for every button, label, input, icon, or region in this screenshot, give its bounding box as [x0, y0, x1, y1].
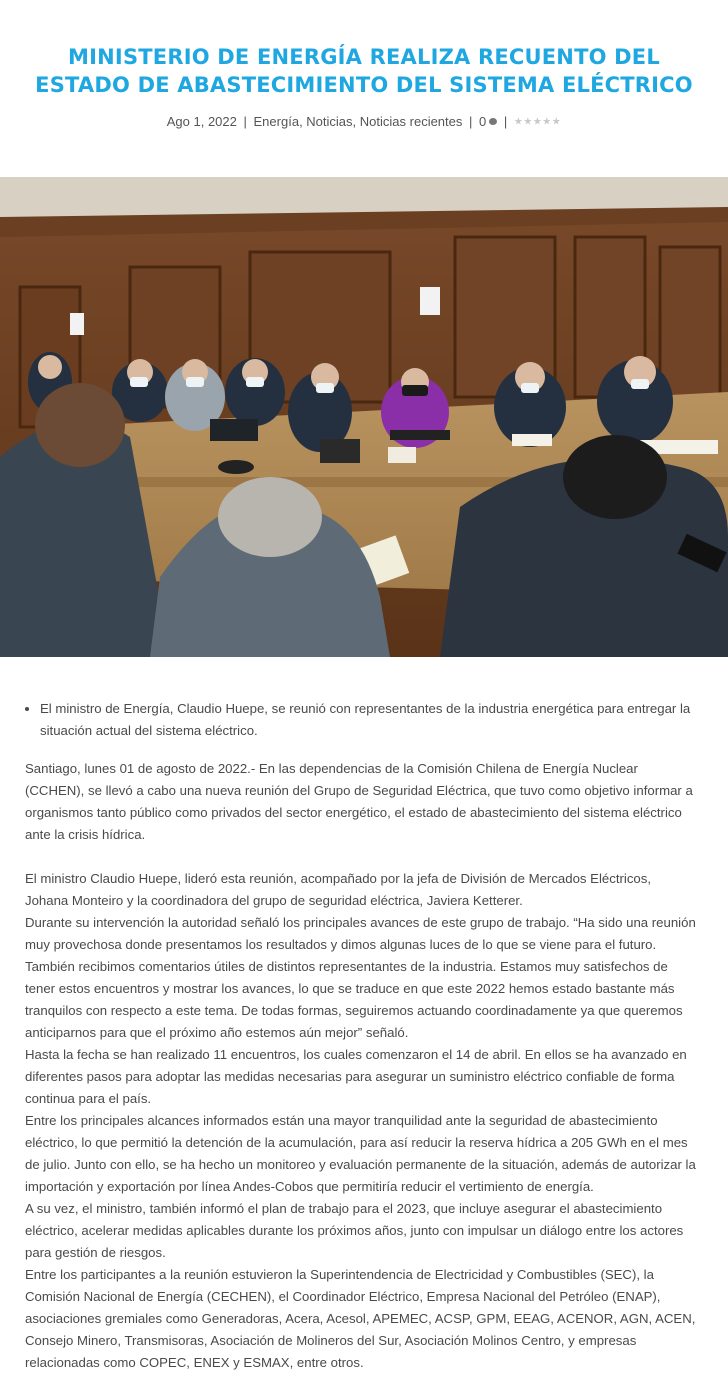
rating-stars-icon: ★★★★★ [513, 116, 562, 128]
comment-count: 0 [479, 114, 487, 129]
article-photo [0, 177, 728, 657]
article-paragraph: Entre los principales alcances informados están una mayor tranquilidad ante la seguridad de abastecimiento eléctrico, lo que permitió la detención de la acumulación, para así reducir la reserva hídrica a 205 GWh en el mes de julio. Junto con ello, se ha hecho un monitoreo y evaluación permanente de la situación, además de autorizar la importación y exportación por línea Andes-Cobos que permitiría reducir el vertimiento de energía. [25, 1113, 696, 1194]
category-link-noticias[interactable]: Noticias [306, 114, 353, 129]
meta-separator: | [503, 114, 508, 129]
article-body [25, 698, 697, 1374]
article-paragraph: Durante su intervención la autoridad señaló los principales avances de este grupo de trabajo. “Ha sido una reunión muy provechosa donde presentamos los resultados y dimos algunas luces de lo que se viene para el futuro. También recibimos comentarios útiles de distintos representantes de la industria. Estamos muy satisfechos de tener estos encuentros y mostrar los avances, lo que se traduce en que este 2022 hemos estado bastante más tranquilos con respecto a este tema. De todas formas, seguiremos actuando coordinadamente ya que queremos anticiparnos para que el próximo año estemos aún mejor” señaló. [25, 915, 696, 1040]
page-title: MINISTERIO DE ENERGÍA REALIZA RECUENTO DEL ESTADO DE ABASTECIMIENTO DEL SISTEMA ELÉCTRICO [35, 45, 693, 97]
meta-separator: | [243, 114, 247, 129]
article-paragraph: Entre los participantes a la reunión estuvieron la Superintendencia de Electricidad y Combustibles (SEC), la Comisión Nacional de Energía (CECHEN), el Coordinador Eléctrico, Empresa Nacional del Petróleo (ENAP), asociaciones gremiales como Generadoras, Acera, Acesol, APEMEC, ACSP, GPM, EEAG, ACENOR, AGN, ACEN, Consejo Minero, Transmisoras, Asociación de Molineros del Sur, Asociación Molinos Centro, y empresas relacionadas como COPEC, ENEX y ESMAX, entre otros. [25, 1267, 696, 1370]
article-paragraph: Hasta la fecha se han realizado 11 encuentros, los cuales comenzaron el 14 de abril. En ellos se ha avanzado en diferentes pasos para adoptar las medidas necesarias para asegurar un suministro eléctrico confiable de forma continua para el país. [25, 1047, 687, 1106]
post-date: Ago 1, 2022 [166, 114, 237, 129]
article-paragraph: Santiago, lunes 01 de agosto de 2022.- En las dependencias de la Comisión Chilena de Energía Nuclear (CCHEN), se llevó a cabo una nueva reunión del Grupo de Seguridad Eléctrica, que tuvo como objetivo informar a organismos tanto público como privados del sector energético, el estado de abastecimiento del sistema eléctrico ante la crisis hídrica. [25, 761, 693, 842]
meta-separator: | [469, 114, 473, 129]
category-link-noticias-recientes[interactable]: Noticias recientes [359, 114, 463, 129]
article-paragraph: El ministro Claudio Huepe, lideró esta reunión, acompañado por la jefa de División de Mercados Eléctricos, Johana Monteiro y la coordinadora del grupo de seguridad eléctrica, Javiera Ketterer. [25, 871, 652, 908]
list-item: • El ministro de Energía, Claudio Huepe, se reunió con representantes de la industria energética para entregar la situación actual del sistema eléctrico. [40, 698, 697, 742]
article-paragraph: A su vez, el ministro, también informó el plan de trabajo para el 2023, que incluye asegurar el abastecimiento eléctrico, acelerar medidas aplicables durante los próximos años, junto con impulsar un diálogo entre los actores para gestión de riesgos. [25, 1201, 684, 1260]
comments-link[interactable] [479, 114, 497, 129]
article-header [0, 0, 728, 132]
summary-list [25, 698, 697, 742]
category-link-energia[interactable]: Energía [253, 114, 300, 129]
post-meta: Ago 1, 2022 | Energía, Noticias, Noticias recientes | 0 | ★★★★★ [166, 114, 562, 129]
comment-bubble-icon [489, 118, 497, 125]
